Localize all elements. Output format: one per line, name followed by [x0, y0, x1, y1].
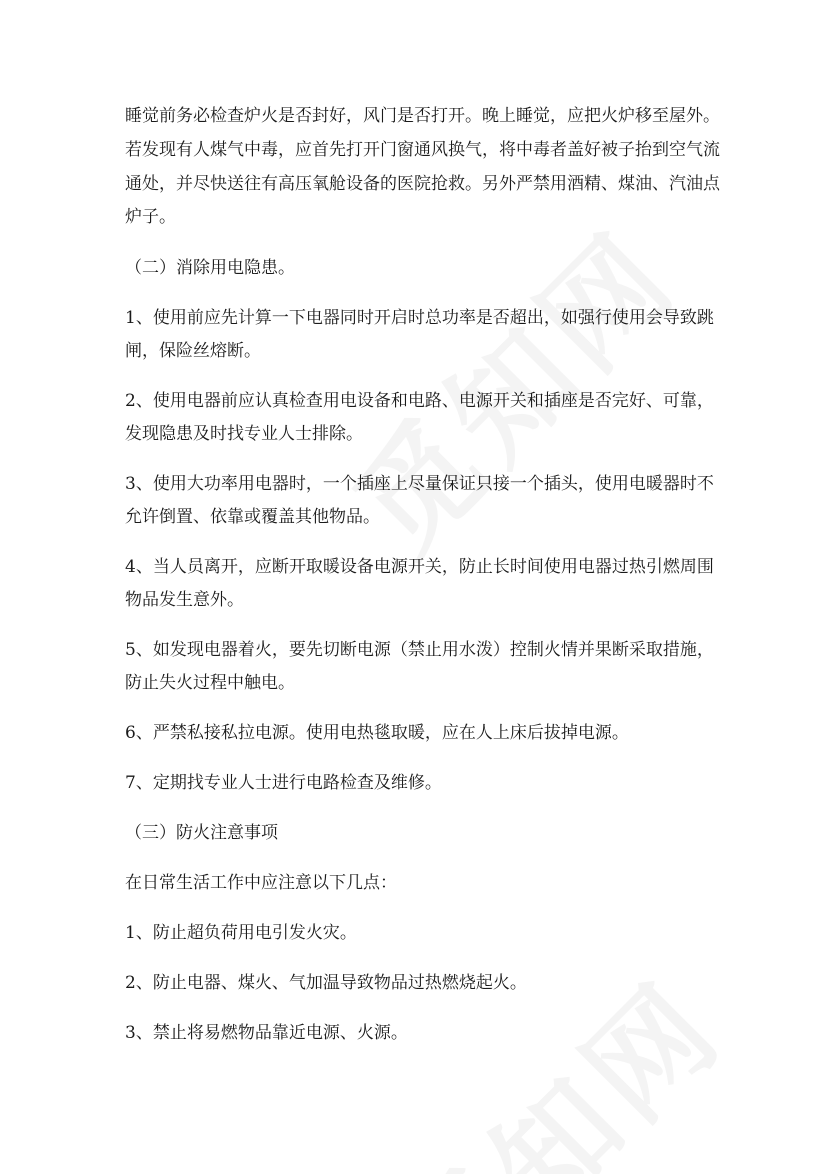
list-item-line: 允许倒置、依靠或覆盖其他物品。 — [125, 507, 380, 527]
list-item: 3、禁止将易燃物品靠近电源、火源。 — [125, 1023, 408, 1043]
list-item-line: 闸，保险丝熔断。 — [125, 341, 261, 361]
list-item: 6、严禁私接私拉电源。使用电热毯取暖，应在人上床后拔掉电源。 — [125, 723, 629, 743]
list-item-line: 防止失火过程中触电。 — [125, 673, 295, 693]
text-line: 通处，并尽快送往有高压氧舱设备的医院抢救。另外严禁用酒精、煤油、汽油点 — [125, 174, 720, 194]
list-item: 7、定期找专业人士进行电路检查及维修。 — [125, 773, 442, 793]
list-item-line: 3、使用大功率用电器时，一个插座上尽量保证只接一个插头，使用电暖器时不 — [125, 474, 714, 494]
list-item: 2、防止电器、煤火、气加温导致物品过热燃烧起火。 — [125, 973, 527, 993]
list-item: 1、防止超负荷用电引发火灾。 — [125, 923, 357, 943]
list-item-line: 2、使用电器前应认真检查用电设备和电路、电源开关和插座是否完好、可靠， — [125, 391, 714, 411]
list-item-line: 物品发生意外。 — [125, 590, 244, 610]
list-item-line: 1、使用前应先计算一下电器同时开启时总功率是否超出，如强行使用会导致跳 — [125, 308, 714, 328]
text-line: 若发现有人煤气中毒，应首先打开门窗通风换气，将中毒者盖好被子抬到空气流 — [125, 140, 720, 160]
text-line: 炉子。 — [125, 207, 176, 227]
section-heading: （二）消除用电隐患。 — [125, 258, 295, 278]
list-item-line: 发现隐患及时找专业人士排除。 — [125, 424, 363, 444]
list-item-line: 4、当人员离开，应断开取暖设备电源开关，防止长时间使用电器过热引燃周围 — [125, 557, 714, 577]
list-item-line: 5、如发现电器着火，要先切断电源（禁止用水泼）控制火情并果断采取措施， — [125, 640, 714, 660]
text-line: 睡觉前务必检查炉火是否封好，风门是否打开。晚上睡觉，应把火炉移至屋外。 — [125, 106, 720, 126]
section-heading: （三）防火注意事项 — [125, 823, 278, 843]
section-intro: 在日常生活工作中应注意以下几点： — [125, 873, 397, 893]
